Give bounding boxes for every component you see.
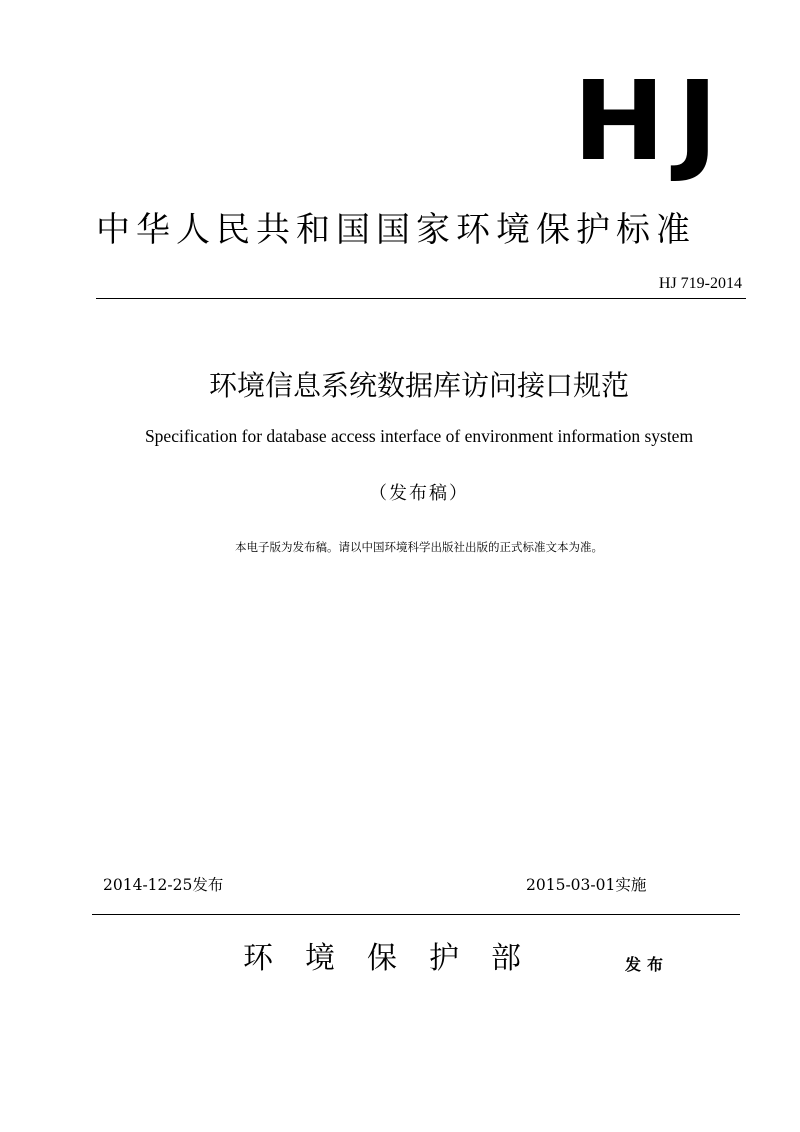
electronic-version-note: 本电子版为发布稿。请以中国环境科学出版社出版的正式标准文本为准。 [235,540,603,554]
standard-code: HJ 719-2014 [658,275,742,292]
publisher-name: 环境保护部 [243,941,553,976]
footer-divider [92,914,740,915]
document-title-chinese: 环境信息系统数据库访问接口规范 [208,369,629,402]
draft-status: （发布稿） [369,483,469,504]
issue-date: 2014-12-25发布 [103,876,224,894]
header-divider [96,298,746,299]
hj-logo: HJ [573,57,730,185]
standard-type-heading: 中华人民共和国国家环境保护标准 [96,210,696,250]
publish-label: 发布 [625,955,670,974]
effective-date: 2015-03-01实施 [526,876,647,894]
document-title-english: Specification for database access interface of environment information system [144,426,694,446]
